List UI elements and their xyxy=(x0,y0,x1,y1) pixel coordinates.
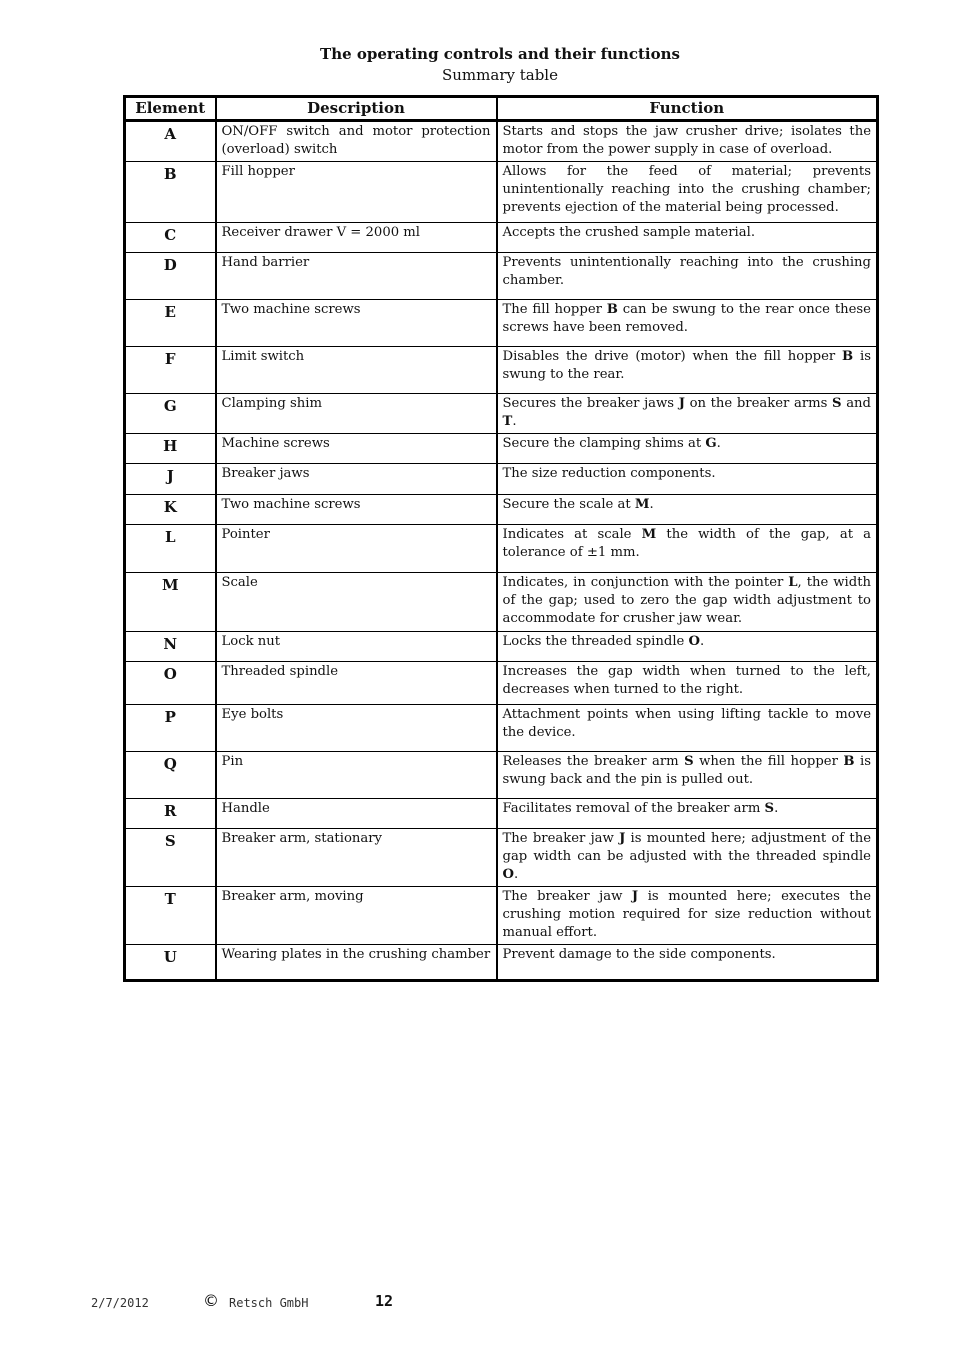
element-description: Hand barrier xyxy=(216,253,497,300)
element-letter: C xyxy=(125,223,216,253)
element-letter: A xyxy=(125,121,216,162)
element-description: Two machine screws xyxy=(216,300,497,347)
element-description: ON/OFF switch and motor protection (overload) switch xyxy=(216,121,497,162)
element-description: Handle xyxy=(216,799,497,829)
element-function: Indicates, in conjunction with the pointer L, the width of the gap; used to zero the gap width adjustment to accommodate for crusher jaw wear. xyxy=(497,573,878,632)
element-letter: M xyxy=(125,573,216,632)
element-function: Disables the drive (motor) when the fill hopper B is swung to the rear. xyxy=(497,347,878,394)
element-function: The breaker jaw J is mounted here; adjustment of the gap width can be adjusted with the threaded spindle O. xyxy=(497,829,878,887)
table-body xyxy=(125,121,878,981)
element-description: Threaded spindle xyxy=(216,662,497,705)
element-letter: B xyxy=(125,162,216,223)
table-row xyxy=(125,253,878,300)
element-description: Receiver drawer V = 2000 ml xyxy=(216,223,497,253)
element-letter: T xyxy=(125,887,216,945)
table-row xyxy=(125,573,878,632)
element-description: Two machine screws xyxy=(216,495,497,525)
element-description: Machine screws xyxy=(216,434,497,464)
table-row xyxy=(125,705,878,752)
element-letter: J xyxy=(125,464,216,495)
table-row xyxy=(125,495,878,525)
element-letter: O xyxy=(125,662,216,705)
table-row xyxy=(125,223,878,253)
table-row xyxy=(125,799,878,829)
table-row xyxy=(125,162,878,223)
table-row xyxy=(125,945,878,981)
table-row xyxy=(125,434,878,464)
element-description: Fill hopper xyxy=(216,162,497,223)
element-letter: N xyxy=(125,632,216,662)
element-function: Facilitates removal of the breaker arm S. xyxy=(497,799,878,829)
table-row xyxy=(125,887,878,945)
element-letter: F xyxy=(125,347,216,394)
element-function: The size reduction components. xyxy=(497,464,878,495)
table-row xyxy=(125,300,878,347)
element-function: Secure the clamping shims at G. xyxy=(497,434,878,464)
column-header-element: Element xyxy=(125,97,216,121)
element-description: Breaker arm, moving xyxy=(216,887,497,945)
element-letter: D xyxy=(125,253,216,300)
element-function: Prevent damage to the side components. xyxy=(497,945,878,981)
element-function: Secures the breaker jaws J on the breaker arms S and T. xyxy=(497,394,878,434)
element-letter: G xyxy=(125,394,216,434)
controls-summary-table xyxy=(123,95,879,982)
table-row xyxy=(125,525,878,573)
element-function: Indicates at scale M the width of the gap, at a tolerance of ±1 mm. xyxy=(497,525,878,573)
footer-company: Retsch GmbH xyxy=(229,1296,309,1310)
element-function: Increases the gap width when turned to the left, decreases when turned to the right. xyxy=(497,662,878,705)
element-description: Pointer xyxy=(216,525,497,573)
table-row xyxy=(125,121,878,162)
element-letter: Q xyxy=(125,752,216,799)
element-description: Clamping shim xyxy=(216,394,497,434)
element-letter: U xyxy=(125,945,216,981)
copyright-icon: © xyxy=(203,1291,219,1310)
table-row xyxy=(125,662,878,705)
page-subtitle: Summary table xyxy=(442,66,558,84)
element-letter: P xyxy=(125,705,216,752)
element-function: The breaker jaw J is mounted here; executes the crushing motion required for size reduction without manual effort. xyxy=(497,887,878,945)
element-letter: H xyxy=(125,434,216,464)
element-function: Releases the breaker arm S when the fill hopper B is swung back and the pin is pulled out. xyxy=(497,752,878,799)
element-letter: S xyxy=(125,829,216,887)
element-function: Attachment points when using lifting tackle to move the device. xyxy=(497,705,878,752)
element-function: Starts and stops the jaw crusher drive; isolates the motor from the power supply in case of overload. xyxy=(497,121,878,162)
table-row xyxy=(125,347,878,394)
table-row xyxy=(125,752,878,799)
element-letter: L xyxy=(125,525,216,573)
column-header-function: Function xyxy=(497,97,878,121)
page-title: The operating controls and their functions xyxy=(320,45,680,63)
element-function: The fill hopper B can be swung to the rear once these screws have been removed. xyxy=(497,300,878,347)
table-row xyxy=(125,464,878,495)
element-function: Locks the threaded spindle O. xyxy=(497,632,878,662)
element-function: Secure the scale at M. xyxy=(497,495,878,525)
column-header-description: Description xyxy=(216,97,497,121)
element-description: Lock nut xyxy=(216,632,497,662)
table-row xyxy=(125,829,878,887)
element-description: Breaker jaws xyxy=(216,464,497,495)
element-description: Scale xyxy=(216,573,497,632)
element-letter: R xyxy=(125,799,216,829)
element-function: Prevents unintentionally reaching into the crushing chamber. xyxy=(497,253,878,300)
page-number: 12 xyxy=(375,1292,394,1310)
element-description: Limit switch xyxy=(216,347,497,394)
table-header-row xyxy=(125,97,878,121)
element-description: Pin xyxy=(216,752,497,799)
element-letter: E xyxy=(125,300,216,347)
element-letter: K xyxy=(125,495,216,525)
element-description: Eye bolts xyxy=(216,705,497,752)
table-row xyxy=(125,394,878,434)
table-row xyxy=(125,632,878,662)
element-function: Allows for the feed of material; prevents unintentionally reaching into the crushing chamber; prevents ejection of the material being processed. xyxy=(497,162,878,223)
element-description: Breaker arm, stationary xyxy=(216,829,497,887)
element-description: Wearing plates in the crushing chamber xyxy=(216,945,497,981)
element-function: Accepts the crushed sample material. xyxy=(497,223,878,253)
footer-date: 2/7/2012 xyxy=(91,1296,149,1310)
